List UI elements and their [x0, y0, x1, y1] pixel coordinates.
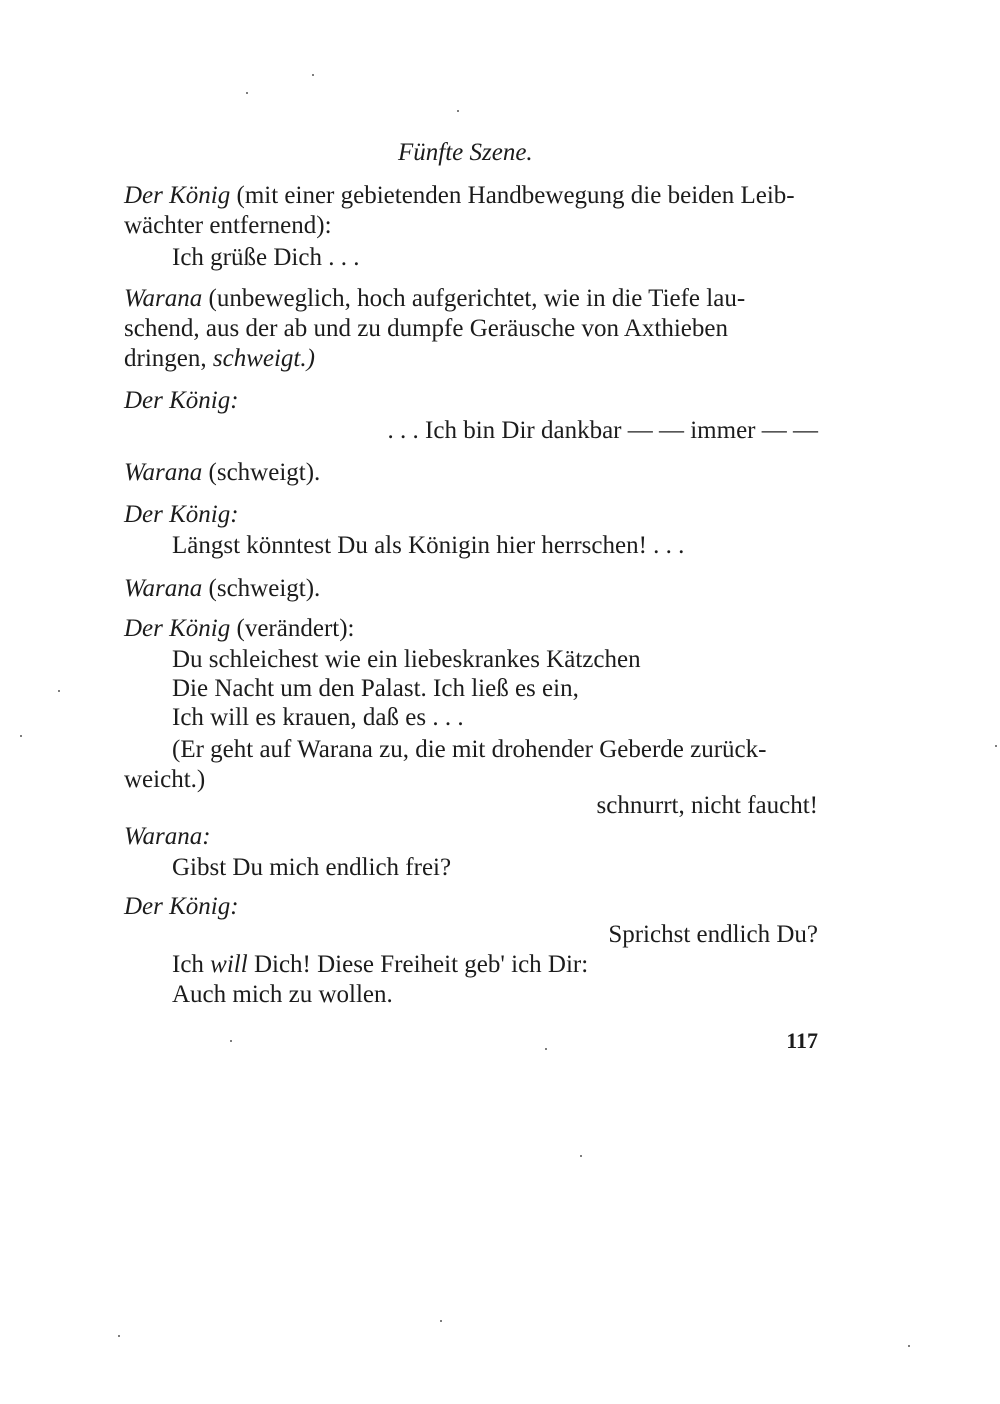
- stage-direction: (Er geht auf Warana zu, die mit drohender Geberde zurück-: [172, 736, 767, 763]
- scan-speck: [312, 74, 314, 76]
- dialogue-line: schnurrt, nicht faucht!: [596, 792, 818, 819]
- speaker-name: Der König:: [124, 387, 239, 414]
- dialogue-line: Sprichst endlich Du?: [608, 921, 818, 948]
- stage-direction: [124, 344, 315, 374]
- scan-speck: [440, 1320, 442, 1322]
- speaker-name: Der König:: [124, 893, 239, 920]
- speaker-name: Warana: [124, 459, 203, 486]
- speaker-name: Warana: [124, 575, 203, 602]
- stage-direction: (verändert):: [230, 615, 355, 642]
- stage-line: [124, 181, 795, 211]
- scan-speck: [580, 1155, 582, 1157]
- speaker-name: Warana:: [124, 823, 211, 850]
- scan-speck: [908, 1345, 910, 1347]
- page-number: 117: [786, 1028, 818, 1053]
- stage-direction: (schweigt).: [202, 459, 321, 486]
- stage-direction: schend, aus der ab und zu dumpfe Geräusche von Axthieben: [124, 315, 728, 342]
- stage-direction-text: dringen,: [124, 345, 213, 372]
- dialogue-emphasis: will: [210, 951, 248, 978]
- stage-direction-emphasis: schweigt.): [212, 345, 315, 372]
- scan-speck: [230, 1040, 232, 1042]
- speaker-name: Warana: [124, 285, 203, 312]
- dialogue-line: Gibst Du mich endlich frei?: [172, 854, 452, 881]
- scan-speck: [457, 110, 459, 112]
- speaker-name: Der König:: [124, 501, 239, 528]
- stage-line: [124, 574, 320, 604]
- stage-direction: (mit einer gebietenden Handbewegung die beiden Leib-: [230, 182, 795, 209]
- speaker-name: Der König: [124, 182, 231, 209]
- dialogue-line: [172, 950, 588, 980]
- scan-speck: [58, 690, 60, 692]
- speaker-name: Der König: [124, 615, 231, 642]
- scene-title: Fünfte Szene.: [398, 139, 533, 166]
- scan-speck: [545, 1048, 547, 1050]
- dialogue-line: Ich grüße Dich . . .: [172, 244, 360, 271]
- stage-direction: (unbeweglich, hoch aufgerichtet, wie in die Tiefe lau-: [202, 285, 746, 312]
- stage-line: [124, 284, 745, 314]
- stage-direction: weicht.): [124, 766, 206, 793]
- scan-speck: [118, 1335, 120, 1337]
- dialogue-line: Auch mich zu wollen.: [172, 981, 393, 1008]
- stage-direction: wächter entfernend):: [124, 212, 332, 239]
- dialogue-line: Die Nacht um den Palast. Ich ließ es ein,: [172, 675, 579, 702]
- scan-speck: [995, 745, 997, 747]
- stage-line: [124, 614, 354, 644]
- stage-direction: (schweigt).: [202, 575, 321, 602]
- dialogue-line: . . . Ich bin Dir dankbar — — immer — —: [387, 417, 818, 444]
- dialogue-line: Längst könntest Du als Königin hier herrschen! . . .: [172, 532, 685, 559]
- dialogue-line: Du schleichest wie ein liebeskrankes Kätzchen: [172, 646, 641, 673]
- dialogue-text: Ich: [172, 951, 211, 978]
- dialogue-line: Ich will es krauen, daß es . . .: [172, 704, 464, 731]
- scan-speck: [20, 735, 22, 737]
- dialogue-text: Dich! Diese Freiheit geb' ich Dir:: [247, 951, 589, 978]
- scan-speck: [246, 92, 248, 94]
- stage-line: [124, 458, 320, 488]
